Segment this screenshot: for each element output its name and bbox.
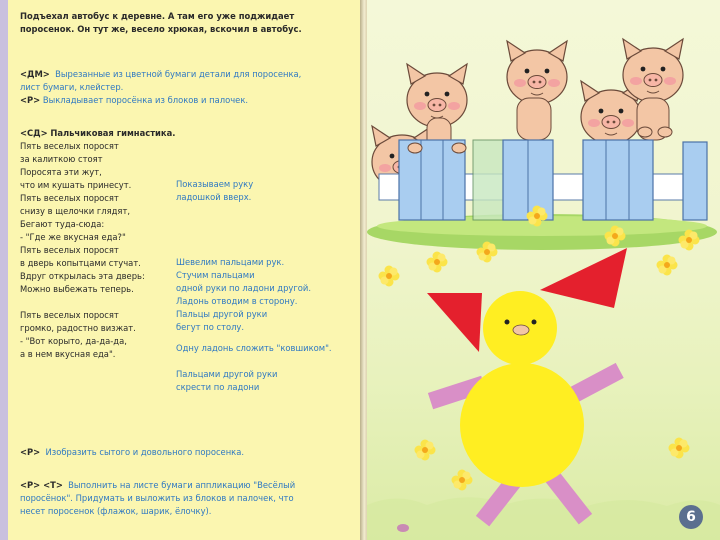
hoof <box>408 143 422 153</box>
snail-icon <box>397 524 409 532</box>
body-circle <box>460 363 584 487</box>
bottom-grass <box>367 497 720 540</box>
sd-tag: <СД> <box>20 128 48 138</box>
poem-line: громко, радостно визжат. <box>20 323 136 333</box>
flower-icon <box>657 255 678 276</box>
illustration <box>367 0 720 540</box>
poem-line: Бегают туда-сюда: <box>20 219 105 229</box>
rt-line-3: несет поросенок (флажок, шарик, ёлочку). <box>20 506 212 516</box>
action-line: бегут по столу. <box>176 322 245 332</box>
poem-line: что им кушать принесут. <box>20 180 132 190</box>
action-line: Пальцы другой руки <box>176 309 268 319</box>
poem-line: - "Вот корыто, да-да-да, <box>20 336 127 346</box>
dm-line-1 <box>20 68 301 81</box>
rt-text-1: Выполнить на листе бумаги аппликацию "Весёлый <box>68 480 296 490</box>
rt-line-1 <box>20 479 295 492</box>
pig-center <box>507 41 567 104</box>
hoof <box>452 143 466 153</box>
action-line: Стучим пальцами <box>176 270 255 280</box>
action-line: скрести по ладони <box>176 381 260 392</box>
r2-line <box>20 446 244 459</box>
dm-line-2: лист бумаги, клейстер. <box>20 82 124 92</box>
poem-line: в дверь копытцами стучат. <box>20 258 141 268</box>
snout <box>513 325 529 335</box>
page-fold <box>360 0 367 540</box>
pig-body <box>517 98 551 140</box>
r1-line <box>20 94 248 107</box>
left-page <box>8 0 360 540</box>
poem-line: - "Где же вкусная еда?" <box>20 232 126 242</box>
hoof <box>658 127 672 137</box>
poem-line: Можно выбежать теперь. <box>20 284 134 294</box>
action-line: Одну ладонь сложить "ковшиком". <box>176 342 332 353</box>
poem-line: снизу в щелочки глядят, <box>20 206 130 216</box>
poem-line: Пять веселых поросят <box>20 193 119 203</box>
poem-line: Вдруг открылась эта дверь: <box>20 271 145 281</box>
intro-line-1: Подъехал автобус к деревне. А там его уже поджидает <box>20 11 295 21</box>
action-line: Пальцами другой руки <box>176 368 278 379</box>
r2-tag: <Р> <box>20 447 41 457</box>
right-eye <box>532 320 537 325</box>
poem-line: Пять веселых поросят <box>20 310 119 320</box>
flower-icon <box>669 438 690 459</box>
r2-text: Изобразить сытого и довольного поросенка. <box>45 447 245 457</box>
action-line: Показываем руку <box>176 179 254 189</box>
left-ear-triangle <box>427 293 482 352</box>
sd-title: Пальчиковая гимнастика. <box>50 128 176 138</box>
left-eye <box>505 320 510 325</box>
poem-line: за калиткою стоят <box>20 154 103 164</box>
action-line: Ладонь отводим в сторону. <box>176 296 298 306</box>
poem-line: а в нем вкусная еда". <box>20 349 116 359</box>
flower-icon <box>427 252 448 273</box>
hoof <box>638 127 652 137</box>
page-number-badge: 6 <box>679 505 703 529</box>
right-page <box>367 0 720 540</box>
flower-icon <box>379 266 400 287</box>
poem-line: Пять веселых поросят <box>20 245 119 255</box>
rt-line-2: поросёнок". Придумать и выложить из блоков и палочек, что <box>20 493 294 503</box>
action-line: Шевелим пальцами рук. <box>176 257 285 267</box>
r1-tag: <Р> <box>20 95 41 105</box>
poem-line: Поросята эти жут, <box>20 167 102 177</box>
flower-icon <box>415 440 436 461</box>
dm-text: Вырезанные из цветной бумаги детали для поросенка, <box>55 69 302 79</box>
flower-icon <box>452 470 473 491</box>
poem-line: Пять веселых поросят <box>20 141 119 151</box>
right-ear-triangle <box>540 248 627 308</box>
rt-tag: <Р> <Т> <box>20 480 63 490</box>
r1-text: Выкладывает поросёнка из блоков и палочек. <box>42 95 249 105</box>
pig-right <box>623 39 683 102</box>
sd-heading <box>20 127 175 140</box>
dm-tag: <ДМ> <box>20 69 50 79</box>
action-line: ладошкой вверх. <box>176 192 252 202</box>
intro-line-2: поросенок. Он тут же, весело хрюкая, вскочил в автобус. <box>20 24 302 34</box>
action-line: одной руки по ладони другой. <box>176 283 311 293</box>
